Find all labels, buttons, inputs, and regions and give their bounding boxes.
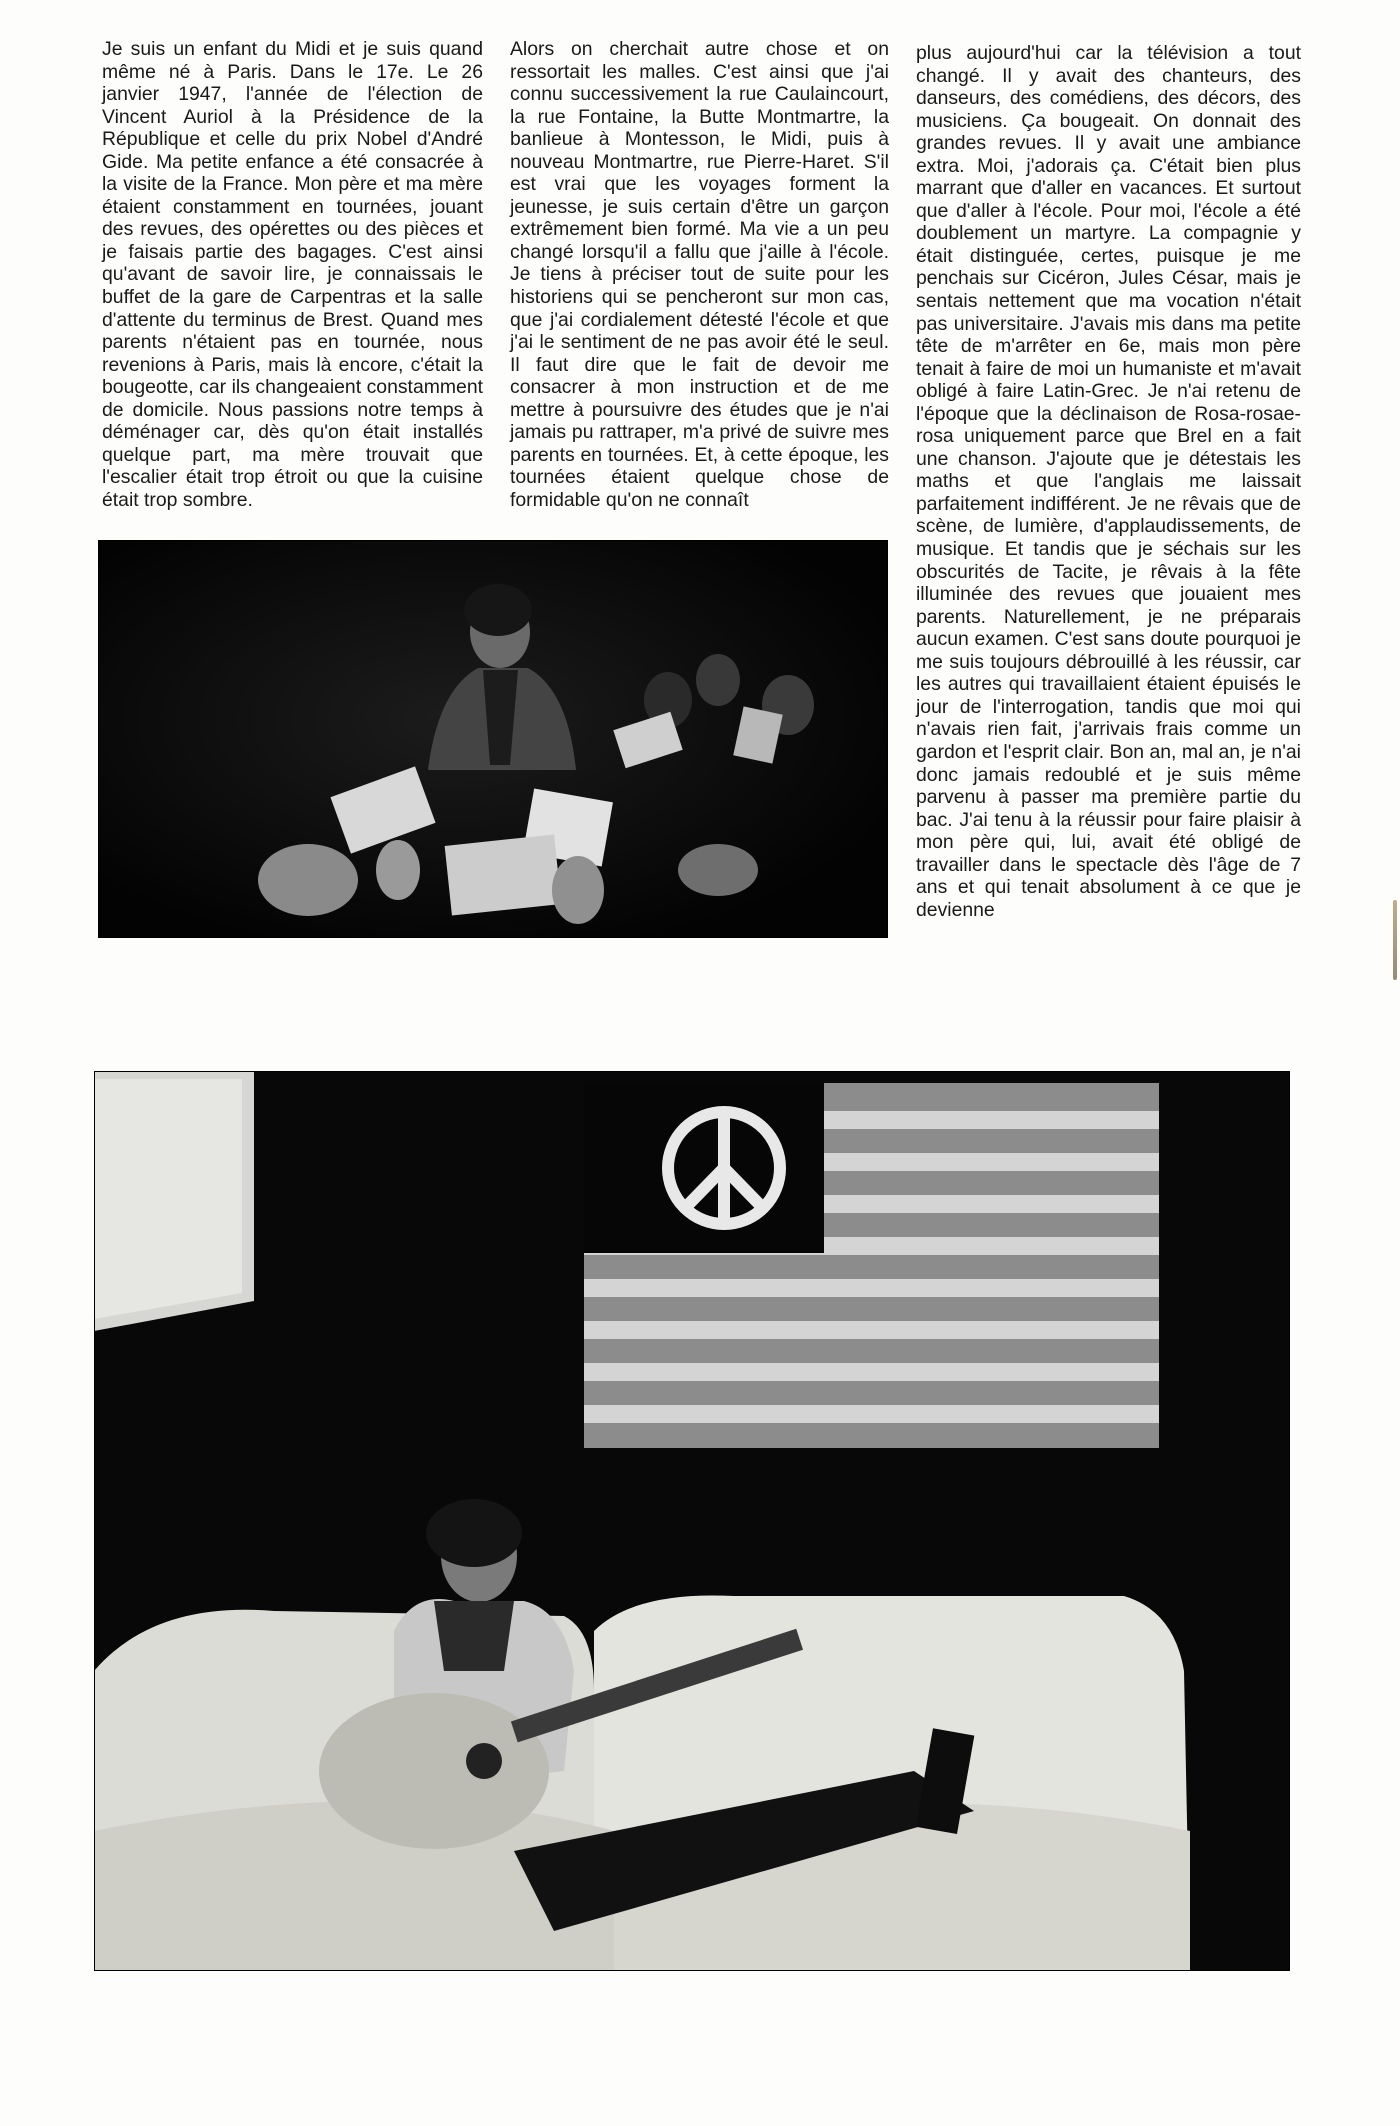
article-column-2 <box>510 38 889 511</box>
article-column-1 <box>102 38 483 511</box>
article-paragraph: Alors on cherchait autre chose et on ressortait les malles. C'est ainsi que j'ai connu successivement la rue Caulaincourt, la rue Fontaine, la Butte Montmartre, la banlieue à Montesson, le Midi, puis à nouveau Montmartre, rue Pierre-Haret. S'il est vrai que les voyages forment la jeunesse, je suis certain d'être un garçon extrêmement bien formé. Ma vie a un peu changé lorsqu'il a fallu que j'aille à l'école. Je tiens à préciser tout de suite pour les historiens qui se pencheront sur mon cas, que j'ai cordialement détesté l'école et que j'ai le sentiment de ne pas avoir été le seul. Il faut dire que le fait de devoir me consacrer à mon instruction et de me mettre à poursuivre des études que je n'ai jamais pu rattraper, m'a privé de suivre mes parents en tournées. Et, à cette époque, les tournées étaient quelque chose de formidable qu'on ne connaît <box>510 38 889 511</box>
article-paragraph: Je suis un enfant du Midi et je suis quand même né à Paris. Dans le 17e. Le 26 janvier 1947, l'année de l'élection de Vincent Auriol à la Présidence de la République et celle du prix Nobel d'André Gide. Ma petite enfance a été consacrée à la visite de la France. Mon père et ma mère étaient constamment en tournées, jouant des revues, des opérettes ou des pièces et je faisais partie des bagages. C'est ainsi qu'avant de savoir lire, je connaissais le buffet de la gare de Carpentras et la salle d'attente du terminus de Brest. Quand mes parents n'étaient pas en tournée, nous revenions à Paris, mais là encore, c'était la bougeotte, car ils changeaient constamment de domicile. Nous passions notre temps à déménager car, dès qu'on était installés quelque part, ma mère trouvait que l'escalier était trop étroit ou que la cuisine était trop sombre. <box>102 38 483 511</box>
page-edge-stain <box>1393 900 1397 980</box>
guitar-portrait-photo <box>94 1071 1290 1971</box>
article-column-3 <box>916 42 1301 921</box>
autograph-signing-photo <box>98 540 888 938</box>
guitar-photo-illustration <box>94 1071 1290 1971</box>
article-paragraph: plus aujourd'hui car la télévision a tout changé. Il y avait des chanteurs, des danseurs, des comédiens, des décors, des musiciens. Ça bougeait. On donnait des grandes revues. Il y avait une ambiance extra. Moi, j'adorais ça. C'était bien plus marrant que d'aller en vacances. Et surtout que d'aller à l'école. Pour moi, l'école a été doublement un martyre. La compagnie y était distinguée, certes, puisque je me penchais sur Cicéron, Jules César, mais je sentais nettement que ma vocation n'était pas universitaire. J'avais mis dans ma petite tête de m'arrêter en 6e, mais mon père tenait à faire de moi un humaniste et m'avait obligé à faire Latin-Grec. Je n'ai retenu de l'époque que la déclinaison de Rosa-rosae-rosa uniquement parce que Brel en a fait une chanson. J'ajoute que je détestais les maths et que l'anglais me laissait parfaitement indifférent. Je ne rêvais que de scène, de lumière, d'applaudissements, de musique. Et tandis que je séchais sur les obscurités de Tacite, je rêvais à la fête illuminée des revues que jouaient mes parents. Naturellement, je ne préparais aucun examen. C'est sans doute pourquoi je me suis toujours débrouillé à les réussir, car les autres qui travaillaient étaient épuisés le jour de l'interrogation, tandis que moi qui n'avais rien fait, j'arrivais frais comme un gardon et l'esprit clair. Bon an, mal an, je n'ai donc jamais redoublé et je suis même parvenu à passer ma première partie du bac. J'ai tenu à la réussir pour faire plaisir à mon père qui, lui, avait été obligé de travailler dans le spectacle dès l'âge de 7 ans et qui tenait absolument à ce que je devienne <box>916 42 1301 921</box>
peace-flag-icon <box>584 1083 1159 1448</box>
autograph-photo-illustration <box>98 540 888 938</box>
